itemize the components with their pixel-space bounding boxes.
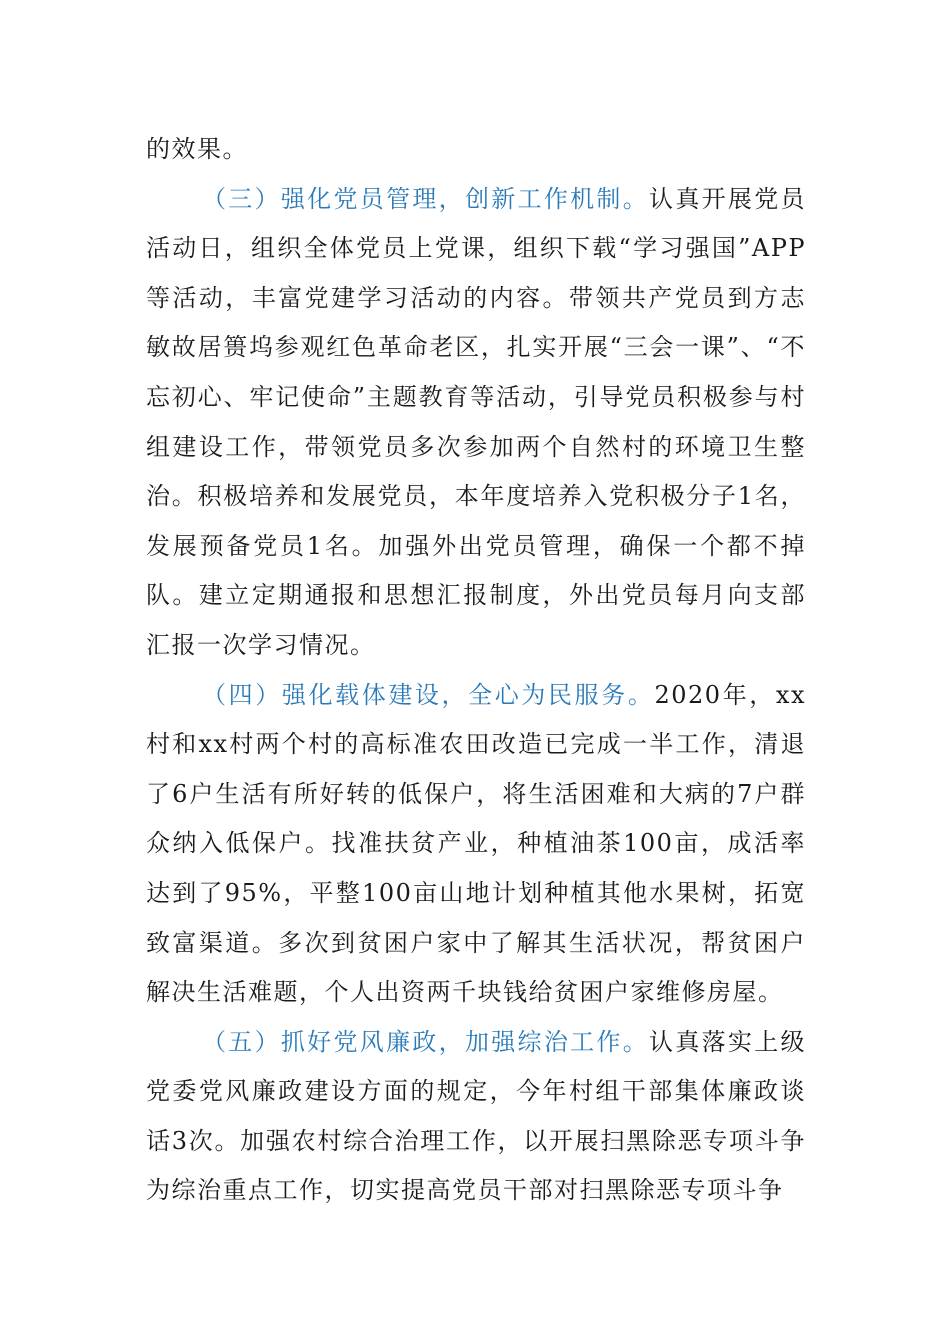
paragraph-body-text: 的效果。 xyxy=(146,135,248,163)
section-heading-3: （三）强化党员管理，创新工作机制。 xyxy=(202,184,650,213)
paragraph-body-text: 认真落实上级党委党风廉政建设方面的规定，今年村组干部集体廉政谈话3次。加强农村综合治理工作，以开展扫黑除恶专项斗争为综治重点工作，切实提高党员干部对扫黑除恶专项斗争 xyxy=(146,1027,807,1205)
paragraph-party-member-management xyxy=(146,175,806,671)
paragraph-clean-governance xyxy=(146,1018,806,1216)
document-body xyxy=(146,125,806,1216)
section-heading-4: （四）强化载体建设，全心为民服务。 xyxy=(202,680,655,709)
paragraph-continuation xyxy=(146,125,806,175)
paragraph-body-text: 认真开展党员活动日，组织全体党员上党课，组织下载“学习强国”APP等活动，丰富党建学习活动的内容。带领共产党员到方志敏故居篑坞参观红色革命老区，扎实开展“三会一课”、“不忘初心、牢记使命”主题教育等活动，引导党员积极参与村组建设工作，带领党员多次参加两个自然村的环境卫生整治。积极培养和发展党员，本年度培养入党积极分子1名，发展预备党员1名。加强外出党员管理，确保一个都不掉队。建立定期通报和思想汇报制度，外出党员每月向支部汇报一次学习情况。 xyxy=(146,184,807,659)
section-heading-5: （五）抓好党风廉政，加强综治工作。 xyxy=(202,1027,650,1056)
paragraph-carrier-construction xyxy=(146,671,806,1018)
paragraph-body-text: 2020年，xx村和xx村两个村的高标准农田改造已完成一半工作，清退了6户生活有所好转的低保户，将生活困难和大病的7户群众纳入低保户。找准扶贫产业，种植油茶100亩，成活率达到了95%，平整100亩山地计划种植其他水果树，拓宽致富渠道。多次到贫困户家中了解其生活状况，帮贫困户解决生活难题，个人出资两千块钱给贫困户家维修房屋。 xyxy=(146,680,806,1007)
